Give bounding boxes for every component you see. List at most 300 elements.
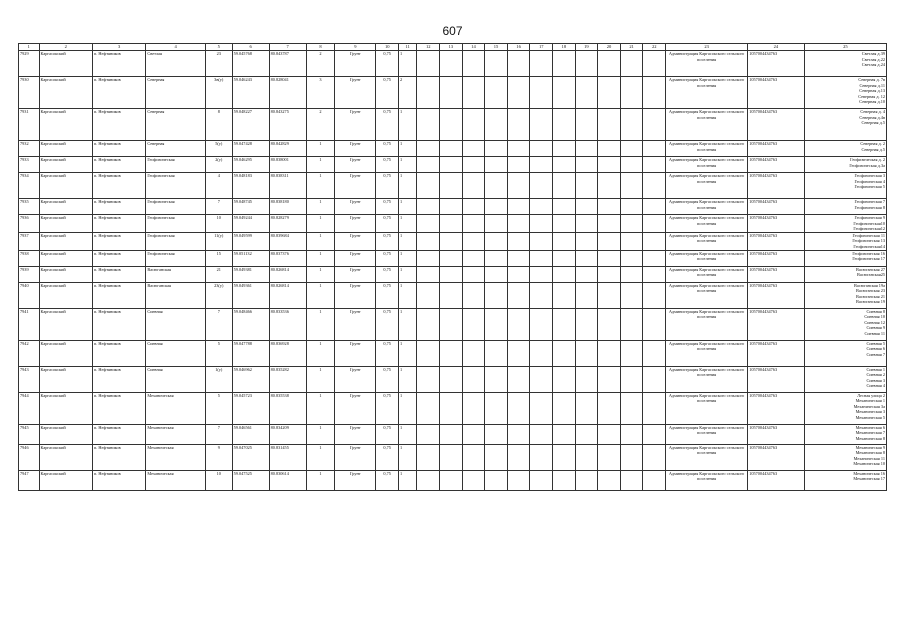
address-line: Геофизическая 17 bbox=[852, 256, 885, 262]
cell-empty bbox=[507, 444, 530, 470]
address-line: Васюганская 27 bbox=[855, 266, 885, 272]
address-line: Механическая 16 bbox=[853, 470, 885, 476]
cell-empty bbox=[620, 340, 643, 366]
cell-empty bbox=[598, 77, 621, 109]
address-line: Сиевная 1 bbox=[866, 366, 885, 372]
cell-empty bbox=[598, 173, 621, 199]
cell-empty bbox=[507, 250, 530, 266]
table-row bbox=[19, 109, 887, 141]
cell-addresses bbox=[804, 232, 886, 250]
cell-empty bbox=[507, 77, 530, 109]
cell-id: 7938 bbox=[19, 250, 40, 266]
cell-house: 7 bbox=[205, 199, 232, 215]
address-line: Механическая 11 bbox=[853, 455, 885, 461]
cell-surface: Грунт bbox=[335, 51, 376, 77]
cell-district: Каргасокский bbox=[39, 366, 92, 392]
cell-empty bbox=[620, 173, 643, 199]
table-row bbox=[19, 141, 887, 157]
cell-street: Светлая bbox=[146, 51, 206, 77]
cell-addresses bbox=[804, 282, 886, 308]
cell-settlement: п. Нефтяников bbox=[92, 308, 145, 340]
cell-house: 7 bbox=[205, 424, 232, 444]
cell-n8: 1 bbox=[306, 250, 335, 266]
cell-empty bbox=[620, 215, 643, 233]
column-header: 23 bbox=[666, 44, 748, 51]
address-line: Механическая 3 bbox=[855, 409, 885, 415]
cell-admin: Администрация Каргасокского сельского поселения bbox=[666, 250, 748, 266]
cell-n8: 1 bbox=[306, 215, 335, 233]
cell-empty bbox=[598, 424, 621, 444]
address-line: Лесная улица 2 bbox=[857, 392, 885, 398]
cell-empty bbox=[620, 366, 643, 392]
cell-street: Механическая bbox=[146, 424, 206, 444]
cell-empty bbox=[575, 424, 598, 444]
cell-area: 0,75 bbox=[376, 266, 399, 282]
cell-ogrn: 1057004434763 bbox=[748, 215, 804, 233]
cell-empty bbox=[620, 141, 643, 157]
cell-district: Каргасокский bbox=[39, 51, 92, 77]
cell-district: Каргасокский bbox=[39, 109, 92, 141]
cell-empty bbox=[530, 157, 553, 173]
cell-empty bbox=[575, 340, 598, 366]
cell-addresses bbox=[804, 266, 886, 282]
cell-n8: 1 bbox=[306, 308, 335, 340]
cell-empty bbox=[417, 215, 440, 233]
cell-empty bbox=[440, 250, 463, 266]
cell-empty bbox=[485, 199, 508, 215]
cell-lon: 80.826814 bbox=[269, 266, 306, 282]
cell-empty bbox=[507, 392, 530, 424]
cell-lon: 80.838001 bbox=[269, 157, 306, 173]
cell-empty bbox=[462, 77, 485, 109]
cell-empty bbox=[462, 308, 485, 340]
cell-area: 0,75 bbox=[376, 173, 399, 199]
cell-area: 0,75 bbox=[376, 109, 399, 141]
cell-bins: 1 bbox=[398, 232, 416, 250]
cell-id: 7929 bbox=[19, 51, 40, 77]
cell-empty bbox=[462, 141, 485, 157]
address-line: Северная д.4в bbox=[859, 114, 885, 120]
address-line: Северная д. 2 bbox=[860, 141, 885, 146]
cell-ogrn: 1057004434763 bbox=[748, 308, 804, 340]
address-line: Геофизическая14 bbox=[853, 243, 885, 249]
cell-empty bbox=[620, 51, 643, 77]
cell-empty bbox=[598, 109, 621, 141]
cell-empty bbox=[417, 157, 440, 173]
cell-house: 21 bbox=[205, 266, 232, 282]
cell-surface: Грунт bbox=[335, 141, 376, 157]
column-header: 25 bbox=[804, 44, 886, 51]
column-header: 4 bbox=[146, 44, 206, 51]
cell-id: 7943 bbox=[19, 366, 40, 392]
cell-addresses bbox=[804, 444, 886, 470]
cell-empty bbox=[462, 199, 485, 215]
cell-empty bbox=[440, 266, 463, 282]
cell-street: Геофизическая bbox=[146, 157, 206, 173]
cell-lon: 80.834209 bbox=[269, 424, 306, 444]
table-row bbox=[19, 215, 887, 233]
cell-ogrn: 1057004434763 bbox=[748, 392, 804, 424]
cell-empty bbox=[643, 157, 666, 173]
cell-area: 0,75 bbox=[376, 308, 399, 340]
cell-house: 23 bbox=[205, 51, 232, 77]
cell-empty bbox=[485, 424, 508, 444]
cell-lat: 59.047025 bbox=[232, 444, 269, 470]
cell-settlement: п. Нефтяников bbox=[92, 444, 145, 470]
cell-empty bbox=[598, 250, 621, 266]
table-row bbox=[19, 282, 887, 308]
table-row bbox=[19, 157, 887, 173]
cell-n8: 1 bbox=[306, 444, 335, 470]
cell-area: 0,75 bbox=[376, 141, 399, 157]
cell-empty bbox=[553, 366, 576, 392]
cell-empty bbox=[530, 340, 553, 366]
cell-empty bbox=[417, 282, 440, 308]
cell-empty bbox=[462, 157, 485, 173]
cell-admin: Администрация Каргасокского сельского поселения bbox=[666, 470, 748, 490]
cell-lon: 80.843275 bbox=[269, 109, 306, 141]
cell-area: 0,75 bbox=[376, 250, 399, 266]
cell-empty bbox=[553, 77, 576, 109]
cell-id: 7945 bbox=[19, 424, 40, 444]
cell-bins: 1 bbox=[398, 157, 416, 173]
cell-area: 0,75 bbox=[376, 470, 399, 490]
cell-area: 0,75 bbox=[376, 282, 399, 308]
cell-lon: 80.838311 bbox=[269, 173, 306, 199]
cell-empty bbox=[553, 392, 576, 424]
cell-empty bbox=[553, 199, 576, 215]
cell-lon: 80.843787 bbox=[269, 51, 306, 77]
cell-empty bbox=[440, 173, 463, 199]
cell-lat: 59.049599 bbox=[232, 232, 269, 250]
cell-lon: 80.838180 bbox=[269, 199, 306, 215]
cell-id: 7932 bbox=[19, 141, 40, 157]
cell-empty bbox=[462, 109, 485, 141]
cell-admin: Администрация Каргасокского сельского поселения bbox=[666, 215, 748, 233]
cell-empty bbox=[507, 232, 530, 250]
cell-empty bbox=[553, 250, 576, 266]
cell-empty bbox=[643, 232, 666, 250]
cell-empty bbox=[485, 266, 508, 282]
cell-house: 15 bbox=[205, 250, 232, 266]
cell-lon: 80.837376 bbox=[269, 250, 306, 266]
column-header: 24 bbox=[748, 44, 804, 51]
cell-surface: Грунт bbox=[335, 173, 376, 199]
cell-empty bbox=[507, 282, 530, 308]
address-line: Сиевная 10 bbox=[864, 314, 885, 320]
cell-surface: Грунт bbox=[335, 232, 376, 250]
cell-lat: 59.047525 bbox=[232, 470, 269, 490]
cell-empty bbox=[462, 215, 485, 233]
header-row bbox=[19, 44, 887, 51]
cell-id: 7939 bbox=[19, 266, 40, 282]
cell-surface: Грунт bbox=[335, 109, 376, 141]
column-header: 18 bbox=[553, 44, 576, 51]
cell-district: Каргасокский bbox=[39, 444, 92, 470]
cell-empty bbox=[575, 308, 598, 340]
cell-empty bbox=[485, 308, 508, 340]
cell-empty bbox=[440, 340, 463, 366]
cell-empty bbox=[417, 340, 440, 366]
column-header: 8 bbox=[306, 44, 335, 51]
table-row bbox=[19, 392, 887, 424]
cell-empty bbox=[507, 266, 530, 282]
cell-area: 0,75 bbox=[376, 157, 399, 173]
address-line: Сиевная 6 bbox=[866, 346, 885, 352]
cell-id: 7936 bbox=[19, 215, 40, 233]
cell-empty bbox=[417, 77, 440, 109]
column-header: 1 bbox=[19, 44, 40, 51]
cell-ogrn: 1057004434763 bbox=[748, 366, 804, 392]
cell-house: 7 bbox=[205, 308, 232, 340]
cell-empty bbox=[530, 392, 553, 424]
cell-empty bbox=[643, 199, 666, 215]
cell-bins: 1 bbox=[398, 444, 416, 470]
address-line: Сиевная 3 bbox=[866, 377, 885, 383]
cell-area: 0,75 bbox=[376, 340, 399, 366]
cell-district: Каргасокский bbox=[39, 157, 92, 173]
cell-lat: 59.046962 bbox=[232, 366, 269, 392]
cell-district: Каргасокский bbox=[39, 470, 92, 490]
address-line: Васюганская 23 bbox=[855, 288, 885, 294]
cell-empty bbox=[440, 366, 463, 392]
cell-empty bbox=[598, 444, 621, 470]
address-line: Геофизическая10 bbox=[853, 220, 885, 226]
cell-empty bbox=[575, 51, 598, 77]
column-header: 19 bbox=[575, 44, 598, 51]
cell-id: 7946 bbox=[19, 444, 40, 470]
cell-empty bbox=[620, 470, 643, 490]
cell-district: Каргасокский bbox=[39, 266, 92, 282]
cell-settlement: п. Нефтяников bbox=[92, 215, 145, 233]
cell-empty bbox=[575, 173, 598, 199]
cell-lon: 80.842829 bbox=[269, 141, 306, 157]
cell-surface: Грунт bbox=[335, 470, 376, 490]
address-line: Сиевная 4 bbox=[866, 383, 885, 389]
column-header: 2 bbox=[39, 44, 92, 51]
cell-empty bbox=[440, 392, 463, 424]
cell-empty bbox=[485, 157, 508, 173]
address-line: Геофизическая д. 2 bbox=[850, 157, 885, 162]
cell-empty bbox=[440, 141, 463, 157]
cell-surface: Грунт bbox=[335, 250, 376, 266]
cell-admin: Администрация Каргасокского сельского поселения bbox=[666, 141, 748, 157]
cell-empty bbox=[530, 51, 553, 77]
cell-empty bbox=[440, 470, 463, 490]
cell-bins: 1 bbox=[398, 199, 416, 215]
cell-empty bbox=[575, 157, 598, 173]
cell-bins: 1 bbox=[398, 250, 416, 266]
cell-surface: Грунт bbox=[335, 340, 376, 366]
cell-empty bbox=[598, 282, 621, 308]
cell-empty bbox=[620, 444, 643, 470]
cell-area: 0,75 bbox=[376, 51, 399, 77]
cell-surface: Грунт bbox=[335, 77, 376, 109]
cell-empty bbox=[575, 444, 598, 470]
cell-empty bbox=[643, 215, 666, 233]
cell-empty bbox=[485, 141, 508, 157]
address-line: Механическая 8 bbox=[855, 450, 885, 456]
cell-empty bbox=[553, 470, 576, 490]
cell-empty bbox=[507, 51, 530, 77]
cell-district: Каргасокский bbox=[39, 77, 92, 109]
address-line: Северная д.10 bbox=[859, 99, 885, 105]
cell-bins: 1 bbox=[398, 141, 416, 157]
cell-district: Каргасокский bbox=[39, 340, 92, 366]
cell-empty bbox=[598, 215, 621, 233]
cell-empty bbox=[553, 109, 576, 141]
address-line: Геофизическая 3 bbox=[854, 173, 885, 178]
cell-bins: 2 bbox=[398, 77, 416, 109]
cell-street: Геофизическая bbox=[146, 250, 206, 266]
address-line: Геофизическая д.3а bbox=[849, 162, 885, 168]
cell-empty bbox=[417, 141, 440, 157]
address-line: Сиевная 8 bbox=[866, 308, 885, 314]
cell-empty bbox=[643, 141, 666, 157]
cell-street: Механическая bbox=[146, 444, 206, 470]
cell-street: Механическая bbox=[146, 392, 206, 424]
cell-ogrn: 1057004434763 bbox=[748, 51, 804, 77]
cell-lon: 80.828279 bbox=[269, 215, 306, 233]
cell-empty bbox=[575, 250, 598, 266]
cell-house: 3в(у) bbox=[205, 77, 232, 109]
address-line: Сиевная 5 bbox=[866, 340, 885, 346]
column-header: 9 bbox=[335, 44, 376, 51]
address-line: Механическая 1 bbox=[855, 398, 885, 404]
cell-ogrn: 1057004434763 bbox=[748, 470, 804, 490]
cell-empty bbox=[440, 51, 463, 77]
cell-admin: Администрация Каргасокского сельского поселения bbox=[666, 340, 748, 366]
cell-ogrn: 1057004434763 bbox=[748, 173, 804, 199]
cell-empty bbox=[440, 199, 463, 215]
cell-empty bbox=[417, 199, 440, 215]
cell-empty bbox=[643, 173, 666, 199]
cell-lon: 80.833536 bbox=[269, 308, 306, 340]
cell-empty bbox=[598, 392, 621, 424]
cell-empty bbox=[620, 282, 643, 308]
address-line: Светлая д.24 bbox=[861, 62, 885, 68]
cell-ogrn: 1057004434763 bbox=[748, 109, 804, 141]
cell-empty bbox=[553, 157, 576, 173]
cell-ogrn: 1057004434763 bbox=[748, 282, 804, 308]
cell-empty bbox=[620, 77, 643, 109]
cell-n8: 1 bbox=[306, 232, 335, 250]
cell-empty bbox=[620, 157, 643, 173]
cell-id: 7947 bbox=[19, 470, 40, 490]
cell-empty bbox=[643, 250, 666, 266]
cell-bins: 1 bbox=[398, 424, 416, 444]
column-header: 14 bbox=[462, 44, 485, 51]
cell-lat: 59.049381 bbox=[232, 266, 269, 282]
cell-settlement: п. Нефтяников bbox=[92, 340, 145, 366]
address-line: Механическая 7 bbox=[855, 430, 885, 436]
cell-empty bbox=[485, 250, 508, 266]
cell-surface: Грунт bbox=[335, 392, 376, 424]
cell-n8: 1 bbox=[306, 366, 335, 392]
cell-settlement: п. Нефтяников bbox=[92, 157, 145, 173]
cell-settlement: п. Нефтяников bbox=[92, 199, 145, 215]
cell-bins: 1 bbox=[398, 366, 416, 392]
cell-street: Северная bbox=[146, 109, 206, 141]
cell-empty bbox=[530, 141, 553, 157]
cell-empty bbox=[575, 392, 598, 424]
cell-empty bbox=[485, 215, 508, 233]
cell-n8: 1 bbox=[306, 470, 335, 490]
column-header: 15 bbox=[485, 44, 508, 51]
cell-area: 0,75 bbox=[376, 199, 399, 215]
cell-empty bbox=[462, 340, 485, 366]
address-line: Сиевная 12 bbox=[864, 319, 885, 325]
cell-settlement: п. Нефтяников bbox=[92, 232, 145, 250]
cell-empty bbox=[553, 340, 576, 366]
cell-empty bbox=[417, 444, 440, 470]
cell-house: 4 bbox=[205, 173, 232, 199]
cell-empty bbox=[553, 141, 576, 157]
cell-street: Северная bbox=[146, 77, 206, 109]
cell-empty bbox=[620, 232, 643, 250]
cell-empty bbox=[620, 392, 643, 424]
table-row bbox=[19, 424, 887, 444]
cell-lon: 80.835538 bbox=[269, 392, 306, 424]
cell-settlement: п. Нефтяников bbox=[92, 392, 145, 424]
address-line: Светлая д.22 bbox=[861, 56, 885, 62]
cell-empty bbox=[620, 250, 643, 266]
cell-empty bbox=[553, 215, 576, 233]
cell-empty bbox=[485, 444, 508, 470]
page-number: 607 bbox=[442, 24, 463, 38]
registry-table bbox=[18, 43, 887, 491]
cell-id: 7944 bbox=[19, 392, 40, 424]
address-line: Механическая 8 bbox=[855, 435, 885, 441]
column-header: 7 bbox=[269, 44, 306, 51]
cell-empty bbox=[462, 173, 485, 199]
cell-ogrn: 1057004434763 bbox=[748, 266, 804, 282]
cell-addresses bbox=[804, 215, 886, 233]
cell-n8: 1 bbox=[306, 392, 335, 424]
table-row bbox=[19, 199, 887, 215]
cell-admin: Администрация Каргасокского сельского поселения bbox=[666, 199, 748, 215]
cell-empty bbox=[417, 250, 440, 266]
address-line: Северная д. 4 bbox=[860, 109, 885, 114]
cell-addresses bbox=[804, 141, 886, 157]
cell-empty bbox=[485, 77, 508, 109]
cell-surface: Грунт bbox=[335, 424, 376, 444]
cell-district: Каргасокский bbox=[39, 215, 92, 233]
column-header: 16 bbox=[507, 44, 530, 51]
cell-addresses bbox=[804, 470, 886, 490]
cell-empty bbox=[575, 77, 598, 109]
cell-empty bbox=[620, 199, 643, 215]
cell-district: Каргасокский bbox=[39, 282, 92, 308]
cell-empty bbox=[440, 424, 463, 444]
table-body bbox=[19, 51, 887, 491]
cell-empty bbox=[530, 215, 553, 233]
cell-empty bbox=[507, 470, 530, 490]
cell-bins: 1 bbox=[398, 392, 416, 424]
cell-settlement: п. Нефтяников bbox=[92, 470, 145, 490]
cell-empty bbox=[530, 250, 553, 266]
cell-surface: Грунт bbox=[335, 444, 376, 470]
cell-admin: Администрация Каргасокского сельского поселения bbox=[666, 282, 748, 308]
cell-empty bbox=[575, 199, 598, 215]
cell-area: 0,75 bbox=[376, 424, 399, 444]
address-line: Светлая д.39 bbox=[861, 51, 885, 56]
cell-empty bbox=[530, 109, 553, 141]
cell-street: Геофизическая bbox=[146, 215, 206, 233]
cell-lon: 80.835282 bbox=[269, 366, 306, 392]
cell-empty bbox=[530, 173, 553, 199]
cell-empty bbox=[598, 470, 621, 490]
